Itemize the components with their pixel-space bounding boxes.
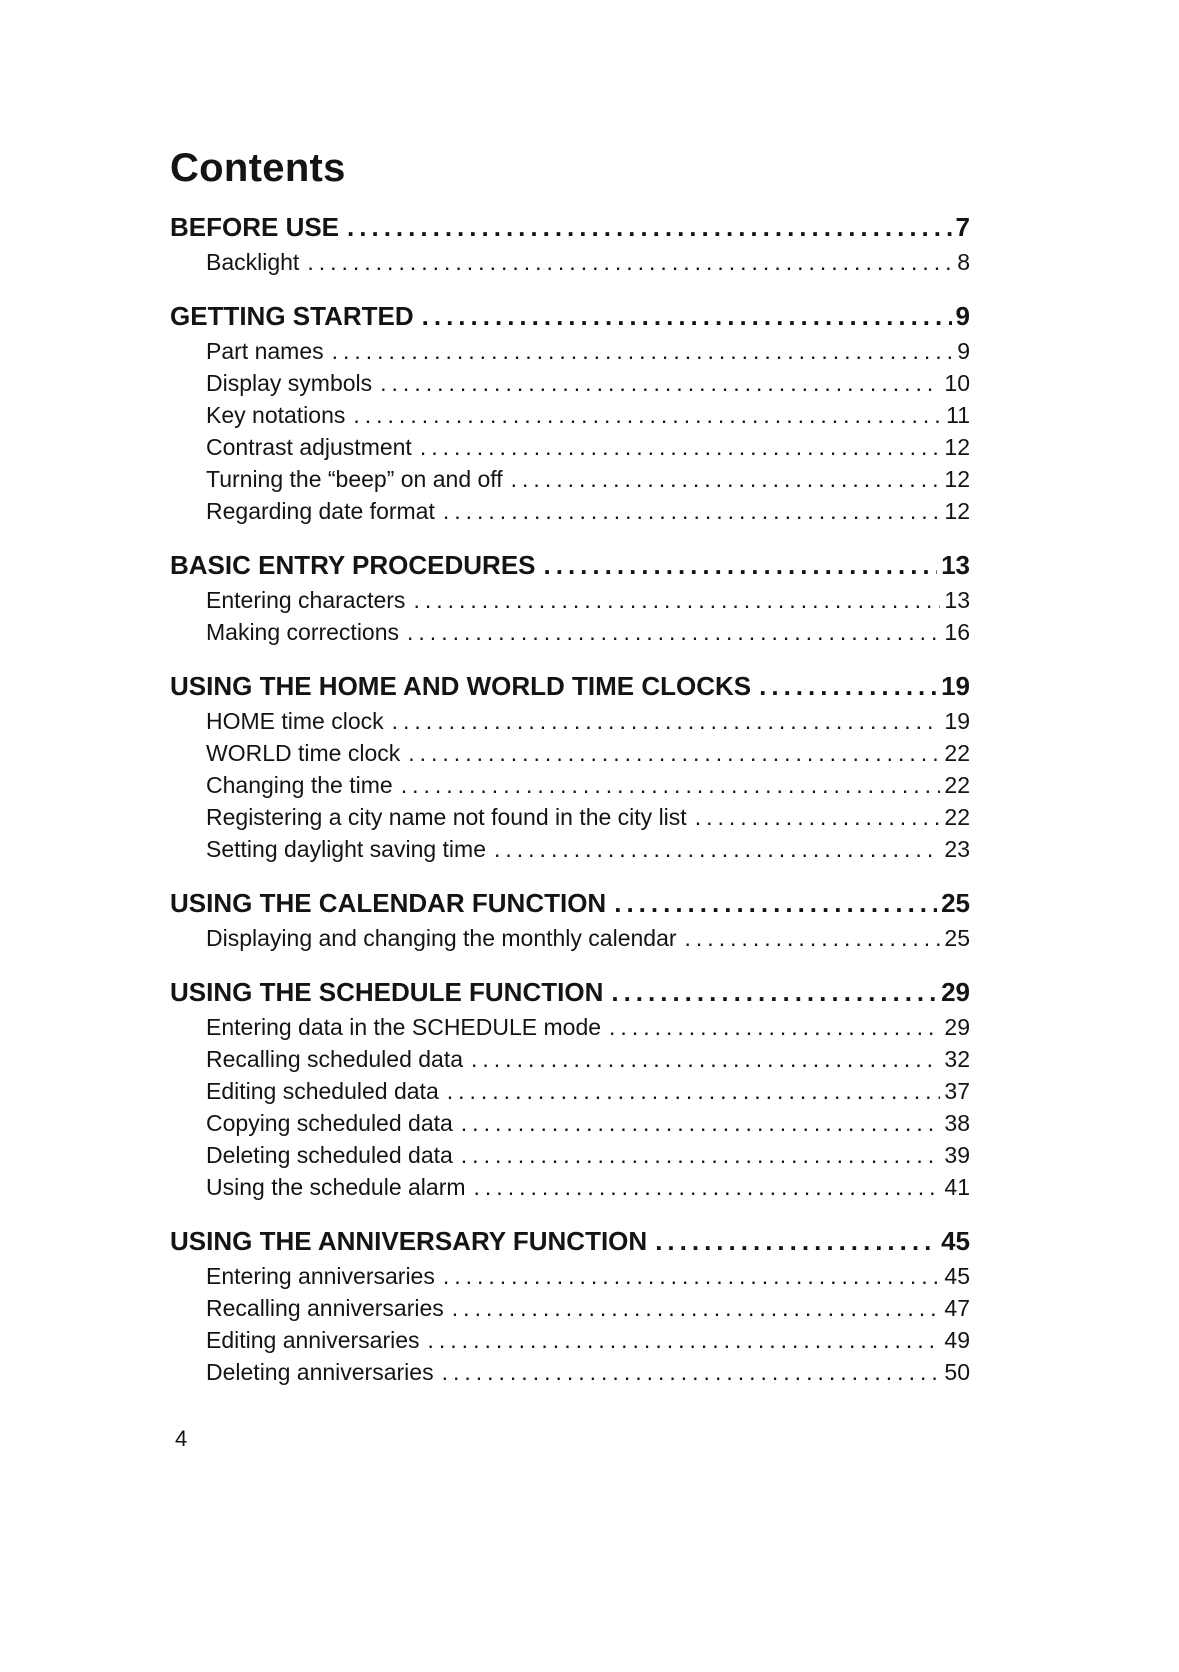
- dot-leader: [544, 548, 938, 582]
- dot-leader: [332, 335, 954, 367]
- entry-label: HOME time clock: [206, 708, 384, 734]
- entry-label: Editing scheduled data: [206, 1078, 439, 1104]
- entry-label: Editing anniversaries: [206, 1327, 420, 1353]
- entry-label: Setting daylight saving time: [206, 836, 486, 862]
- entry-label: Part names: [206, 338, 324, 364]
- toc-section-heading[interactable]: [170, 299, 970, 333]
- dot-leader: [401, 769, 941, 801]
- section-heading-label: BEFORE USE: [170, 212, 340, 242]
- dot-leader: [408, 737, 940, 769]
- dot-leader: [407, 616, 940, 648]
- toc-entry[interactable]: [170, 246, 970, 278]
- entry-page-number: 22: [944, 740, 970, 766]
- entry-page-number: 37: [944, 1078, 970, 1104]
- toc-entry[interactable]: [170, 1011, 970, 1043]
- toc-entry[interactable]: [170, 1171, 970, 1203]
- entry-page-number: 12: [944, 466, 970, 492]
- toc-entry[interactable]: [170, 737, 970, 769]
- entry-label: Displaying and changing the monthly calendar: [206, 925, 677, 951]
- dot-leader: [347, 210, 952, 244]
- section-page-number: 7: [955, 212, 970, 242]
- dot-leader: [511, 463, 941, 495]
- toc-section-heading[interactable]: [170, 669, 970, 703]
- entry-label: Key notations: [206, 402, 346, 428]
- section-heading-label: USING THE HOME AND WORLD TIME CLOCKS: [170, 671, 752, 701]
- toc-entry[interactable]: [170, 1292, 970, 1324]
- section-page-number: 29: [941, 977, 970, 1007]
- page-number: 4: [175, 1426, 188, 1451]
- entry-label: Backlight: [206, 249, 300, 275]
- toc-section-heading[interactable]: [170, 210, 970, 244]
- entry-label: Recalling anniversaries: [206, 1295, 444, 1321]
- dot-leader: [452, 1292, 941, 1324]
- entry-label: Recalling scheduled data: [206, 1046, 464, 1072]
- section-page-number: 25: [941, 888, 970, 918]
- section-heading-label: USING THE SCHEDULE FUNCTION: [170, 977, 604, 1007]
- entry-page-number: 25: [944, 925, 970, 951]
- entry-page-number: 32: [944, 1046, 970, 1072]
- toc-entry[interactable]: [170, 584, 970, 616]
- dot-leader: [443, 1260, 941, 1292]
- toc-entry[interactable]: [170, 1260, 970, 1292]
- section-heading-label: BASIC ENTRY PROCEDURES: [170, 550, 536, 580]
- entry-page-number: 39: [944, 1142, 970, 1168]
- toc-entry[interactable]: [170, 1107, 970, 1139]
- dot-leader: [471, 1043, 940, 1075]
- entry-label: Using the schedule alarm: [206, 1174, 466, 1200]
- section-heading-label: USING THE ANNIVERSARY FUNCTION: [170, 1226, 648, 1256]
- entry-page-number: 16: [944, 619, 970, 645]
- toc-section-heading[interactable]: [170, 975, 970, 1009]
- toc-entry[interactable]: [170, 495, 970, 527]
- toc-section: [170, 1224, 970, 1388]
- toc-entry[interactable]: [170, 1356, 970, 1388]
- entry-label: Entering anniversaries: [206, 1263, 435, 1289]
- toc-entry[interactable]: [170, 463, 970, 495]
- dot-leader: [380, 367, 940, 399]
- table-of-contents: [170, 210, 970, 1409]
- entry-label: Contrast adjustment: [206, 434, 412, 460]
- entry-page-number: 19: [944, 708, 970, 734]
- dot-leader: [685, 922, 941, 954]
- page-title: Contents: [170, 146, 346, 190]
- section-page-number: 45: [941, 1226, 970, 1256]
- dot-leader: [420, 431, 941, 463]
- entry-page-number: 45: [944, 1263, 970, 1289]
- toc-section-heading[interactable]: [170, 548, 970, 582]
- entry-label: Display symbols: [206, 370, 373, 396]
- entry-label: Entering characters: [206, 587, 406, 613]
- entry-page-number: 22: [944, 804, 970, 830]
- entry-page-number: 12: [944, 434, 970, 460]
- entry-label: Making corrections: [206, 619, 400, 645]
- entry-page-number: 49: [944, 1327, 970, 1353]
- dot-leader: [353, 399, 942, 431]
- toc-entry[interactable]: [170, 1324, 970, 1356]
- entry-page-number: 22: [944, 772, 970, 798]
- toc-section-heading[interactable]: [170, 886, 970, 920]
- section-heading-label: GETTING STARTED: [170, 301, 414, 331]
- dot-leader: [611, 975, 937, 1009]
- toc-entry[interactable]: [170, 1043, 970, 1075]
- dot-leader: [695, 801, 941, 833]
- entry-page-number: 47: [944, 1295, 970, 1321]
- entry-page-number: 12: [944, 498, 970, 524]
- dot-leader: [443, 495, 941, 527]
- entry-page-number: 41: [944, 1174, 970, 1200]
- entry-page-number: 11: [946, 402, 970, 428]
- dot-leader: [428, 1324, 941, 1356]
- toc-entry[interactable]: [170, 833, 970, 865]
- dot-leader: [392, 705, 941, 737]
- section-heading-label: USING THE CALENDAR FUNCTION: [170, 888, 607, 918]
- toc-entry[interactable]: [170, 616, 970, 648]
- toc-section: [170, 886, 970, 954]
- toc-section: [170, 548, 970, 648]
- dot-leader: [474, 1171, 941, 1203]
- toc-entry[interactable]: [170, 705, 970, 737]
- toc-section: [170, 210, 970, 278]
- entry-label: Regarding date format: [206, 498, 435, 524]
- toc-entry[interactable]: [170, 769, 970, 801]
- toc-entry[interactable]: [170, 335, 970, 367]
- dot-leader: [447, 1075, 941, 1107]
- entry-page-number: 23: [944, 836, 970, 862]
- toc-entry[interactable]: [170, 1075, 970, 1107]
- entry-label: Registering a city name not found in the city list: [206, 804, 687, 830]
- dot-leader: [655, 1224, 937, 1258]
- toc-section: [170, 299, 970, 527]
- dot-leader: [422, 299, 952, 333]
- entry-page-number: 38: [944, 1110, 970, 1136]
- dot-leader: [494, 833, 940, 865]
- toc-entry[interactable]: [170, 399, 970, 431]
- toc-entry[interactable]: [170, 431, 970, 463]
- dot-leader: [413, 584, 940, 616]
- entry-page-number: 9: [957, 338, 970, 364]
- entry-label: Copying scheduled data: [206, 1110, 453, 1136]
- dot-leader: [442, 1356, 941, 1388]
- dot-leader: [461, 1139, 941, 1171]
- dot-leader: [307, 246, 953, 278]
- section-page-number: 9: [955, 301, 970, 331]
- section-page-number: 19: [941, 671, 970, 701]
- toc-section: [170, 669, 970, 865]
- entry-page-number: 8: [957, 249, 970, 275]
- entry-label: Entering data in the SCHEDULE mode: [206, 1014, 602, 1040]
- entry-page-number: 10: [944, 370, 970, 396]
- dot-leader: [759, 669, 937, 703]
- dot-leader: [609, 1011, 940, 1043]
- toc-section: [170, 975, 970, 1203]
- entry-label: Changing the time: [206, 772, 393, 798]
- entry-page-number: 50: [944, 1359, 970, 1385]
- entry-label: Deleting anniversaries: [206, 1359, 434, 1385]
- entry-label: WORLD time clock: [206, 740, 401, 766]
- entry-page-number: 29: [944, 1014, 970, 1040]
- toc-entry[interactable]: [170, 367, 970, 399]
- entry-label: Turning the “beep” on and off: [206, 466, 503, 492]
- dot-leader: [461, 1107, 941, 1139]
- toc-entry[interactable]: [170, 801, 970, 833]
- toc-entry[interactable]: [170, 1139, 970, 1171]
- entry-page-number: 13: [944, 587, 970, 613]
- toc-entry[interactable]: [170, 922, 970, 954]
- toc-section-heading[interactable]: [170, 1224, 970, 1258]
- dot-leader: [614, 886, 937, 920]
- entry-label: Deleting scheduled data: [206, 1142, 453, 1168]
- section-page-number: 13: [941, 550, 970, 580]
